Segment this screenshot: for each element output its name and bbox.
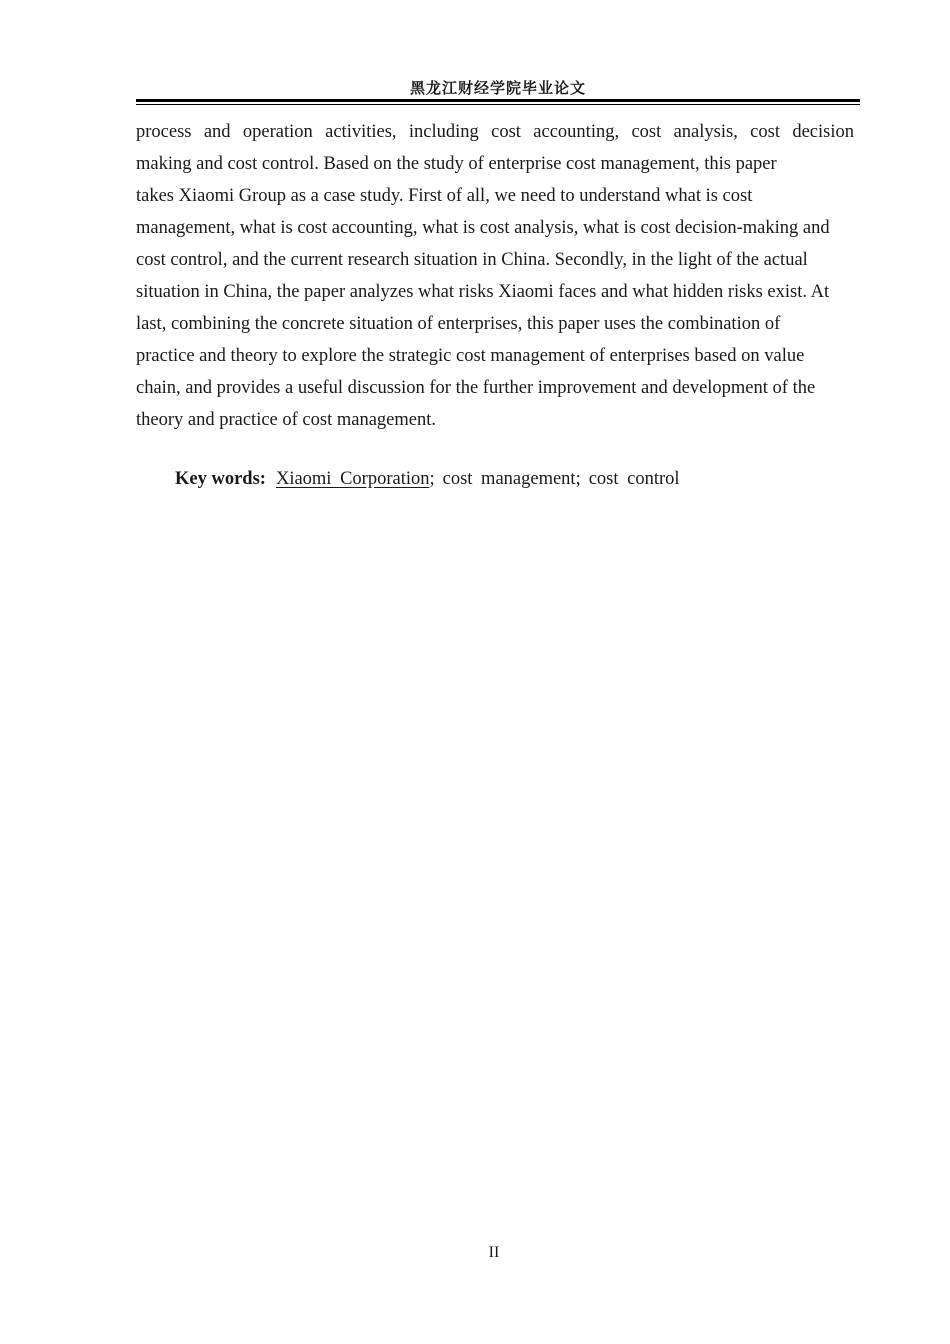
abstract-line: takes Xiaomi Group as a case study. First of all, we need to understand what is cost: [136, 186, 753, 206]
abstract-paragraph: [136, 116, 854, 436]
abstract-line: management, what is cost accounting, what is cost analysis, what is cost decision-making and: [136, 218, 830, 238]
keyword: cost control: [588, 469, 680, 489]
keyword-separator: ;: [575, 469, 581, 489]
abstract-line: theory and practice of cost management.: [136, 410, 436, 430]
keyword-link[interactable]: Xiaomi Corporation: [275, 469, 430, 489]
abstract-line: chain, and provides a useful discussion for the further improvement and development of the: [136, 378, 816, 398]
keywords-line: [175, 465, 680, 493]
page-number: II: [488, 1244, 500, 1261]
abstract-line: situation in China, the paper analyzes what risks Xiaomi faces and what hidden risks exist. At: [136, 282, 830, 302]
keyword-separator: ;: [429, 469, 435, 489]
header-rule-thick: [136, 99, 860, 102]
abstract-line: cost control, and the current research situation in China. Secondly, in the light of the actual: [136, 250, 808, 270]
abstract-line: making and cost control. Based on the study of enterprise cost management, this paper: [136, 154, 777, 174]
abstract-line: process and operation activities, including cost accounting, cost analysis, cost decision: [136, 122, 854, 142]
keywords-label: Key words:: [175, 469, 266, 489]
header-rule-thin: [136, 104, 860, 105]
running-header: 黑龙江财经学院毕业论文: [409, 79, 586, 97]
keyword: cost management: [442, 469, 576, 489]
abstract-line: last, combining the concrete situation of enterprises, this paper uses the combination of: [136, 314, 781, 334]
abstract-line: practice and theory to explore the strategic cost management of enterprises based on value: [136, 346, 805, 366]
